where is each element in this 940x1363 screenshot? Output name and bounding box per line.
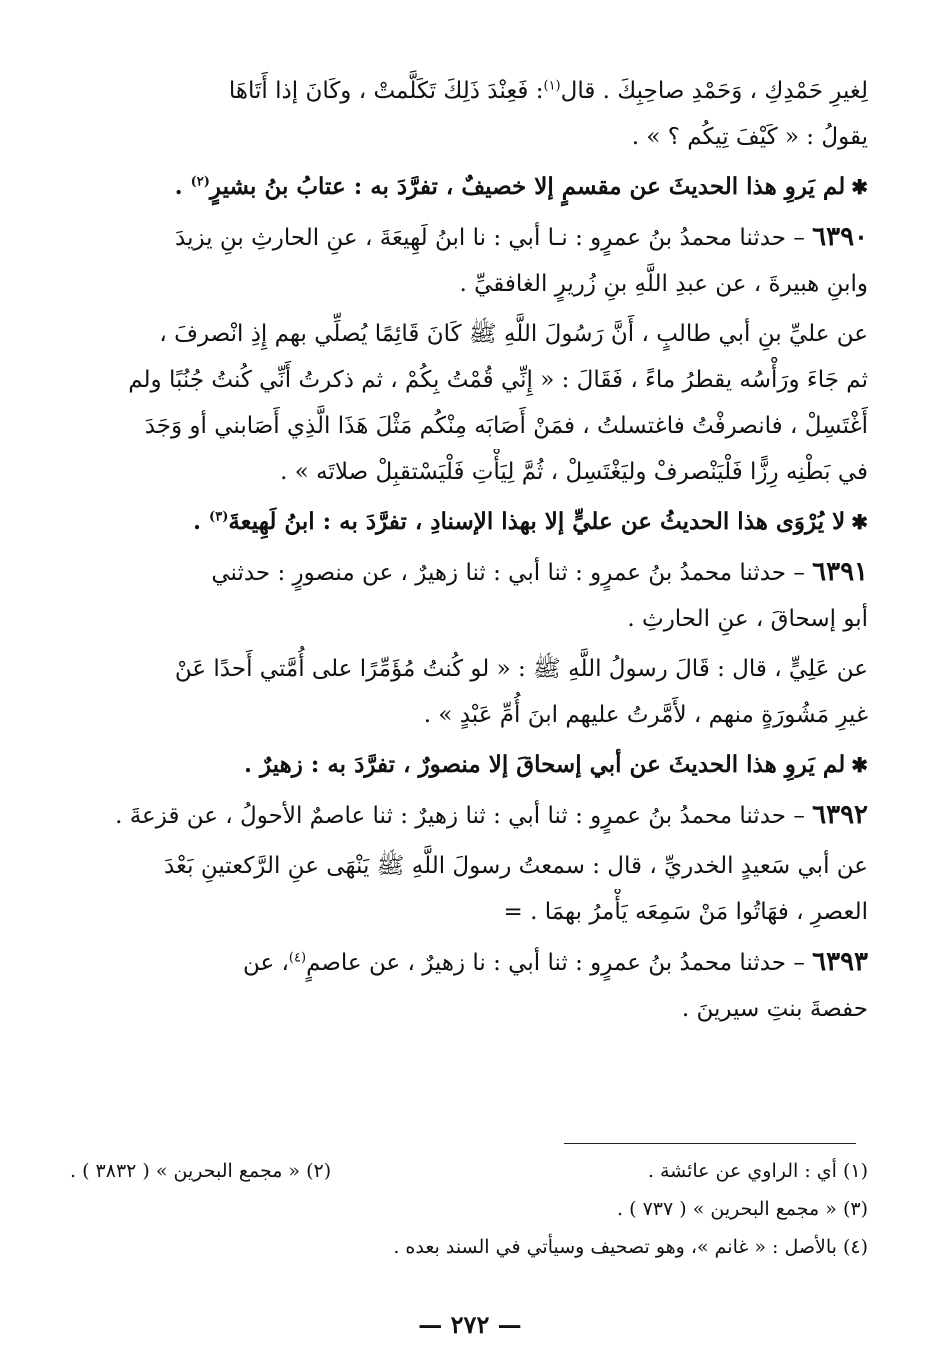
hadith-matn-6391 xyxy=(36,646,868,738)
hadith-number: ٦٣٩٣ xyxy=(812,947,868,977)
text-line: ✱لم يَروِ هذا الحديثَ عن مقسمٍ إلا خصيفٌ ، تفرَّدَ به : عتابُ بنُ بشيرٍ$^{(٢)}$ . xyxy=(174,173,868,200)
text-segment: : فَعِنْدَ ذَلِكَ تَكَلَّمتْ ، وكَانَ إذا أَتَاهَا xyxy=(228,78,544,104)
text-line: يقولُ : « كَيْفَ تِيكُم ؟ » . xyxy=(631,124,868,150)
star-icon: ✱ xyxy=(851,175,868,199)
commentary-note xyxy=(36,164,868,210)
hadith-isnad-6390 xyxy=(36,214,868,307)
text-line xyxy=(36,792,868,839)
footnote-2: (٢) « مجمع البحرين » ( ٣٨٣٢ ) . xyxy=(70,1160,332,1182)
text-line xyxy=(36,939,868,986)
footnotes xyxy=(70,1152,868,1266)
hadith-matn-6392 xyxy=(36,843,868,935)
footnote-3: (٣) « مجمع البحرين » ( ٧٣٧ ) . xyxy=(617,1198,868,1220)
text-line: ✱لا يُرْوَى هذا الحديثُ عن عليٍّ إلا بهذا الإسنادِ ، تفرَّدَ به : ابنُ لَهِيعةَ$^{(٣)}$ . xyxy=(193,508,868,535)
text-segment: لِغيرِ حَمْدِكِ ، وَحَمْدِ صاحِبِكَ . قال xyxy=(560,78,868,104)
text-line: عن أبي سَعيدٍ الخدريِّ ، قال : سمعتُ رسولَ اللَّهِ ﷺ يَنْهَى عنِ الرَّكعتينِ بَعْدَ xyxy=(163,853,868,879)
hadith-number: ٦٣٩١ xyxy=(812,557,868,587)
text-line: حفصةَ بنتِ سيرينَ . xyxy=(681,996,868,1022)
commentary-note xyxy=(36,742,868,788)
footnote-ref: (٤) xyxy=(288,950,307,966)
text-segment: – حدثنا محمدُ بنُ عمرٍو : ثنا أبي : ثنا زهيرٌ ، عن منصورٍ : حدثني xyxy=(211,560,805,586)
text-line xyxy=(36,549,868,596)
text-line: غيرِ مَشُورَةٍ منهم ، لأَمَّرتُ عليهم ابنَ أُمِّ عَبْدٍ » . xyxy=(423,702,868,728)
text-line: العصرِ ، فهَاتُوا مَنْ سَمِعَه يَأْمرُ بهمَا . = xyxy=(503,899,868,925)
text-segment: – حدثنا محمدُ بنُ عمرٍو : نـا أبي : نا ابنُ لَهِيعَةَ ، عنِ الحارثِ بنِ يزيدَ xyxy=(175,225,805,251)
footnote-1: (١) أي : الراوي عن عائشة . xyxy=(647,1160,868,1182)
text-line xyxy=(36,214,868,261)
footnote-ref: (٢) xyxy=(190,174,210,190)
text-line: أَغْتَسِلْ ، فانصرفْتُ فاغتسلتُ ، فمَنْ أَصَابَه مِنْكُم مَثْلَ هَذَا الَّذِي أَصَابني أو وَجَدَ xyxy=(144,413,868,439)
text-line: وابنِ هبيرةَ ، عن عبدِ اللَّهِ بنِ زُريرٍ الغافقيِّ . xyxy=(459,271,868,297)
text-line: في بَطْنِه رِزًّا فَلْيَنْصرفْ وليَغْتَسِلْ ، ثُمَّ لِيَأْتِ فَلْيَسْتقبِلْ صلاتَه » . xyxy=(280,459,868,485)
page-number: — ٢٧٢ — xyxy=(418,1310,522,1339)
text-segment: – حدثنا محمدُ بنُ عمرٍو : ثنا أبي : ثنا زهيرٌ : ثنا عاصمٌ الأحولُ ، عن قزعةَ . xyxy=(115,803,805,829)
text-segment: ، عن xyxy=(242,950,289,976)
hadith-matn-6390 xyxy=(36,311,868,495)
text-line: عن عليِّ بنِ أبي طالبٍ ، أَنَّ رَسُولَ اللَّهِ ﷺ كَانَ قَائِمًا يُصلِّي بهم إِذِ انْصرفَ ، xyxy=(159,321,868,347)
commentary-note xyxy=(36,499,868,545)
text-segment: لم يَروِ هذا الحديثَ عن مقسمٍ إلا خصيفٌ ، تفرَّدَ به : عتابُ بنُ بشيرٍ xyxy=(209,173,846,200)
footnote-row xyxy=(70,1228,868,1266)
footnote-row xyxy=(70,1190,868,1228)
text-line xyxy=(36,68,868,114)
star-icon: ✱ xyxy=(851,753,868,777)
text-line: عن عَلِيٍّ ، قال : قَالَ رسولُ اللَّهِ ﷺ : « لو كُنتُ مُؤَمِّرًا على أُمَّتي أَحدًا عَنْ xyxy=(174,656,868,682)
text-segment: لم يَروِ هذا الحديثَ عن أبي إسحاقَ إلا منصورٌ ، تفرَّدَ به : زهيرٌ . xyxy=(243,751,846,778)
hadith-number: ٦٣٩٠ xyxy=(812,222,868,252)
footnote-4: (٤) بالأصل : « غانم »، وهو تصحيف وسيأتي في السند بعده . xyxy=(393,1236,868,1258)
footnote-ref: (١) xyxy=(543,78,561,94)
main-text xyxy=(36,68,868,1036)
hadith-isnad-6392 xyxy=(36,792,868,839)
text-line xyxy=(36,742,868,788)
text-segment: لا يُرْوَى هذا الحديثُ عن عليٍّ إلا بهذا الإسنادِ ، تفرَّدَ به : ابنُ لَهِيعةَ xyxy=(228,508,846,535)
star-icon: ✱ xyxy=(851,510,868,534)
text-line: ثم جَاءَ ورَأْسُه يقطرُ ماءً ، فَقَالَ : « إِنِّي قُمْتُ بِكُمْ ، ثم ذكرتُ أَنِّي كُنتُ جُنُبًا ولم xyxy=(128,367,868,393)
hadith-number: ٦٣٩٢ xyxy=(812,800,868,830)
text-segment: – حدثنا محمدُ بنُ عمرٍو : ثنا أبي : نا زهيرٌ ، عن عاصمٍ xyxy=(306,950,805,976)
hadith-isnad-6391 xyxy=(36,549,868,642)
footnote-divider xyxy=(564,1143,856,1144)
footnote-row xyxy=(70,1152,868,1190)
text-line: أبو إسحاقَ ، عنِ الحارثِ . xyxy=(627,606,868,632)
paragraph-continuation xyxy=(36,68,868,160)
hadith-isnad-6393 xyxy=(36,939,868,1032)
footnote-ref: (٣) xyxy=(209,509,229,525)
